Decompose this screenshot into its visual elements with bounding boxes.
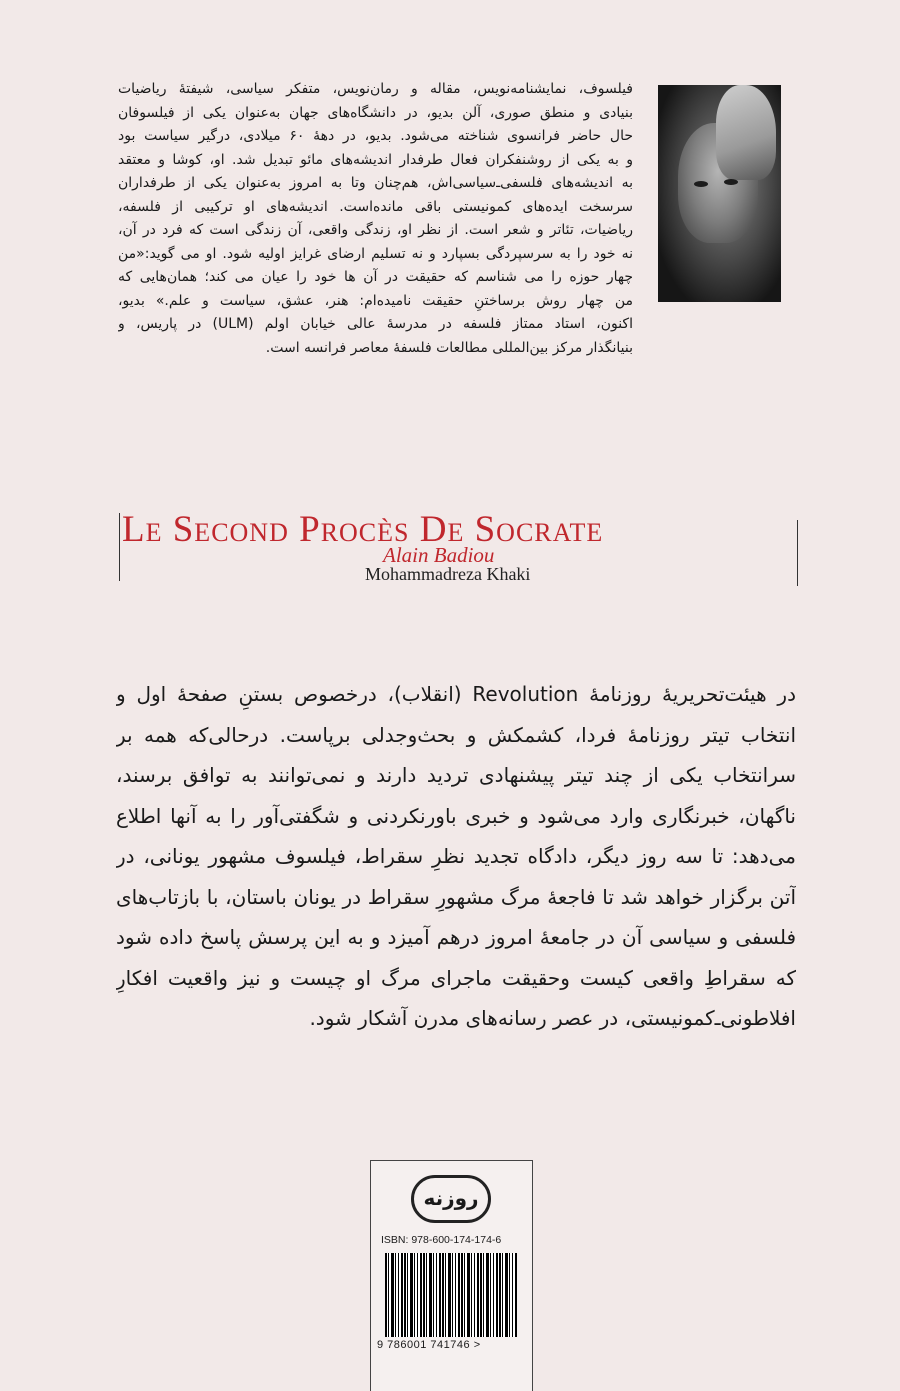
author-hand xyxy=(716,85,776,180)
barcode xyxy=(385,1253,517,1337)
description-line: آتن برگزار خواهد شد تا فاجعهٔ مرگ مشهورِ سقراط در یونان باستان، با بازتاب‌های xyxy=(116,884,796,909)
bio-line: من چهار روش برساختنِ حقیقت نامیده‌ام: هنر، عشق، سیاست و علم.» بدیو، xyxy=(118,292,633,309)
book-description xyxy=(116,674,796,1039)
author-name: Alain Badiou xyxy=(383,543,495,567)
author-eye xyxy=(724,179,738,185)
bio-line: بنیادی و منطق صوری، آلن بدیو، در دانشگاه‌های جهان به‌عنوان یکی از فیلسوفان xyxy=(118,104,633,121)
barcode-digits: 9 786001 741746 > xyxy=(377,1339,481,1351)
author-photo xyxy=(658,85,781,302)
isbn-number: ISBN: 978-600-174-174-6 xyxy=(381,1234,502,1246)
description-line: ناگهان، خبرنگاری وارد می‌شود و خبری باورنکردنی و شگفتی‌آور را به آنها اطلاع xyxy=(116,803,796,828)
description-line: فلسفی و سیاسی آن در جامعهٔ امروز درهم آمیزد و به این پرسش پاسخ داده شود xyxy=(116,925,796,949)
description-line: افلاطونی‌ـ‌کمونیستی، در عصر رسانه‌های مدرن آشکار شود. xyxy=(309,1006,796,1030)
bio-line: سرسخت ایده‌های کمونیستی باقی مانده‌است. اندیشه‌های او ترکیبی از فلسفه، xyxy=(118,198,633,215)
publisher-logo: روزنه xyxy=(411,1175,491,1223)
description-line: انتخاب تیتر روزنامهٔ فردا، کشمکش و بحث‌وجدلی برپاست. درحالی‌که همه بر xyxy=(116,722,796,747)
title-divider-left xyxy=(119,513,120,581)
bio-line: فیلسوف، نمایشنامه‌نویس، مقاله و رمان‌نویس، متفکر سیاسی، شیفتهٔ ریاضیات xyxy=(118,81,633,97)
author-biography xyxy=(118,78,633,360)
bio-line: ریاضیات، تئاتر و شعر است. از نظر او، زندگی واقعی، آن زندگی است که فرد در آن، xyxy=(118,222,633,238)
translator-name: Mohammadreza Khaki xyxy=(365,564,531,584)
book-title: Le Second Procès De Socrate xyxy=(122,509,604,550)
description-line: در هیئت‌تحریریهٔ روزنامهٔ Revolution (انقلاب)، درخصوص بستنِ صفحهٔ اول و xyxy=(116,682,796,706)
bio-line: بنیانگذار مرکز بین‌المللی مطالعات فلسفهٔ معاصر فرانسه است. xyxy=(265,339,633,356)
description-line: که سقراطِ واقعی کیست وحقیقت ماجرای مرگ او چیست و نیز واقعیت افکارِ xyxy=(116,965,796,990)
author-eye xyxy=(694,181,708,187)
bio-line: و به یکی از روشنفکران فعال طرفدار اندیشه‌های مائو تبدیل شد. او، کوشا و معتقد xyxy=(118,151,633,168)
title-divider-right xyxy=(797,520,798,586)
bio-line: اکنون، استاد ممتاز فلسفه در مدرسهٔ عالی خیابان اولم (ULM) در پاریس، و xyxy=(118,316,633,332)
description-line: سرانتخاب یکی از چند تیتر پیشنهادی تردید دارند و نمی‌توانند به توافق برسند، xyxy=(116,763,796,787)
bio-line: به اندیشه‌های فلسفی‌ـ‌سیاسی‌اش، هم‌چنان وتا به امروز به‌عنوان یکی از طرفداران xyxy=(118,175,633,191)
bio-line: نه خود را به سرسپردگی بسپارد و نه تسلیم ارضای غرایز اولیه شود. او می گوید:«من xyxy=(118,245,633,262)
description-line: می‌دهد: تا سه روز دیگر، دادگاه تجدید نظرِ سقراط، فیلسوف مشهور یونانی، در xyxy=(116,844,796,868)
bio-line: حال حاضر فرانسوی شناخته می‌شود. بدیو، در دههٔ ۶۰ میلادی، درگیر سیاست بود xyxy=(118,128,633,144)
isbn-box xyxy=(370,1160,533,1391)
bio-line: چهار حوزه را می شناسم که حقیقت در آن ها خود را عیان می کند؛ همان‌هایی که xyxy=(118,269,633,285)
